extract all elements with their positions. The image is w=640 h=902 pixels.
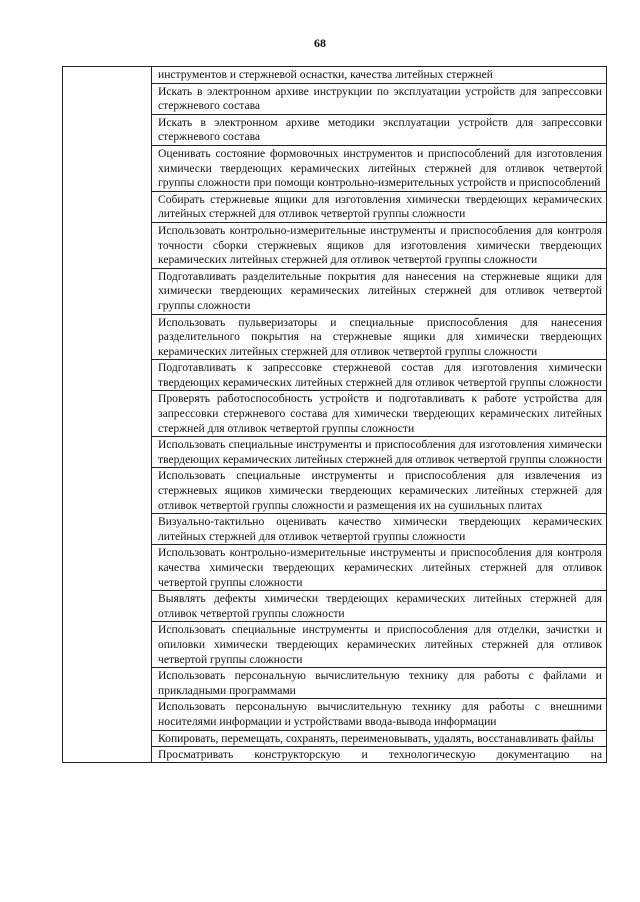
row-text: Подготавливать к запрессовке стержневой состав для изготовления химически твердеющих керамических литейных стержней для отливок четвертой группы сложности — [158, 361, 602, 389]
row-text: Использовать контрольно-измерительные инструменты и приспособления для контроля качества химически твердеющих керамических литейных стержней для отливок четвертой группы сложности — [158, 546, 602, 589]
row-text: Визуально-тактильно оценивать качество химически твердеющих керамических литейных стержней для отливок четвертой группы сложности — [158, 515, 602, 543]
row-text: Выявлять дефекты химически твердеющих керамических литейных стержней для отливок четвертой группы сложности — [158, 592, 602, 620]
table-row — [63, 67, 607, 84]
row-text: Оценивать состояние формовочных инструментов и приспособлений для изготовления химически твердеющих керамических литейных стержней для отливок четвертой группы сложности при помощи контрольно-измерительных устройств и приспособлений — [158, 146, 602, 190]
table-cell — [152, 622, 607, 668]
row-text: Проверять работоспособность устройств и подготавливать к работе устройства для запрессовки стержневого состава для химически твердеющих керамических литейных стержней для отливок четвертой группы сложности — [158, 392, 602, 435]
row-text: Использовать пульверизаторы и специальные приспособления для нанесения разделительного покрытия на стержневые ящики для химически твердеющих керамических литейных стержней для отливок четвертой группы сложности — [158, 315, 602, 358]
row-text: Использовать контрольно-измерительные инструменты и приспособления для контроля точности сборки стержневых ящиков для изготовления химически твердеющих керамических литейных стержней для отливок четвертой группы сложности — [158, 223, 602, 267]
table-cell — [152, 114, 607, 145]
row-text: Просматривать конструкторскую и технологическую документацию на — [158, 748, 602, 762]
table-cell — [152, 145, 607, 191]
table-cell — [152, 437, 607, 468]
table-cell — [152, 747, 607, 763]
table-cell — [152, 668, 607, 699]
table-cell — [152, 591, 607, 622]
row-text: Искать в электронном архиве методики эксплуатации устройств для запрессовки стержневого состава — [158, 115, 602, 144]
row-text: Подготавливать разделительные покрытия для нанесения на стержневые ящики для химически твердеющих керамических литейных стержней для отливок четвертой группы сложности — [158, 269, 602, 312]
table-cell — [152, 314, 607, 360]
table-cell — [152, 545, 607, 591]
table-cell — [152, 268, 607, 314]
row-text: Использовать персональную вычислительную технику для работы с внешними носителями информации и устройствами ввода-вывода информации — [158, 700, 602, 728]
row-text: Использовать специальные инструменты и приспособления для изготовления химически твердеющих керамических литейных стержней для отливок четвертой группы сложности — [158, 438, 602, 466]
table-cell — [152, 222, 607, 268]
row-text: Использовать специальные инструменты и приспособления для отделки, зачистки и опиловки химически твердеющих керамических литейных стержней для отливок четвертой группы сложности — [158, 623, 602, 666]
row-text: Искать в электронном архиве инструкции по эксплуатации устройств для запрессовки стержневого состава — [158, 84, 602, 113]
row-text: Использовать персональную вычислительную технику для работы с файлами и прикладными программами — [158, 669, 602, 697]
table-cell — [152, 468, 607, 514]
table-cell — [152, 514, 607, 545]
page-number: 68 — [314, 36, 326, 50]
row-text: инструментов и стержневой оснастки, качества литейных стержней — [158, 68, 493, 81]
table-cell — [152, 83, 607, 114]
table-cell — [152, 699, 607, 730]
row-text: Использовать специальные инструменты и приспособления для извлечения из стержневых ящиков химически твердеющих керамических литейных стержней для отливок четвертой группы сложности и размещения их на сушильных плитах — [158, 469, 602, 512]
table-cell — [152, 730, 607, 747]
table-cell — [152, 67, 607, 84]
table-cell — [152, 360, 607, 391]
table-cell — [152, 191, 607, 222]
row-text: Собирать стержневые ящики для изготовления химически твердеющих керамических литейных стержней для отливок четвертой группы сложности — [158, 192, 602, 221]
table-cell — [152, 391, 607, 437]
skills-table — [62, 66, 607, 763]
left-column-cell — [63, 67, 152, 763]
row-text: Копировать, перемещать, сохранять, переименовывать, удалять, восстанавливать файлы — [158, 731, 594, 745]
